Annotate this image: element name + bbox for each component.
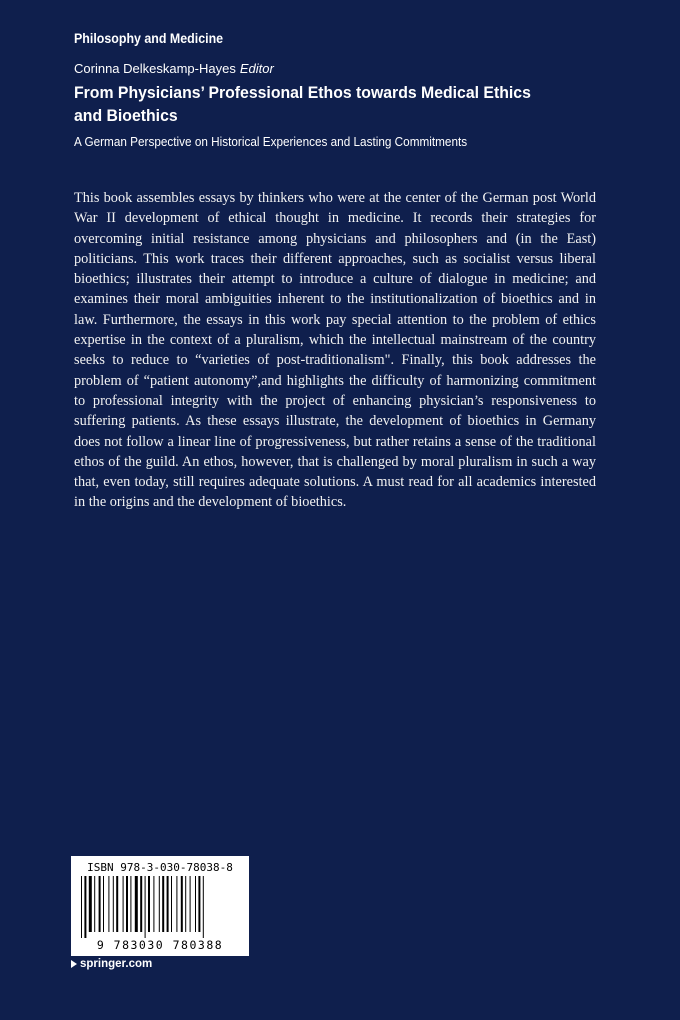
barcode-bar	[89, 876, 92, 932]
barcode-bar	[84, 876, 86, 938]
barcode-bar	[176, 876, 177, 932]
barcode-bar	[167, 876, 169, 932]
editor-name: Corinna Delkeskamp-Hayes	[74, 61, 236, 76]
publisher-link-label[interactable]: springer.com	[80, 958, 153, 970]
barcode-bar	[108, 876, 109, 932]
book-subtitle: A German Perspective on Historical Experiences and Lasting Commitments	[74, 135, 468, 149]
barcode-bar	[116, 876, 118, 932]
barcode-bar	[126, 876, 128, 932]
barcode-bar	[171, 876, 172, 932]
barcode-bar	[140, 876, 142, 932]
barcode-bar	[81, 876, 82, 938]
barcode-bar	[190, 876, 191, 932]
barcode-bar	[162, 876, 164, 932]
barcode-bar	[148, 876, 150, 932]
barcode-bar	[159, 876, 160, 932]
barcode-bar	[203, 876, 204, 938]
barcode-bar	[153, 876, 154, 932]
isbn-label: ISBN 978-3-030-78038-8	[87, 861, 233, 874]
barcode-digits: 9 783030 780388	[96, 938, 224, 952]
book-description: This book assembles essays by thinkers who were at the center of the German post World War II development of ethical thought in medicine. It records their strategies for overcoming initial resistance among physicians and philosophers and (in the East) politicians. This work traces their different approaches, such as socialist versus liberal bioethics; illustrates their attempt to introduce a culture of dialogue in medicine; and examines their moral ambiguities inherent to the institutionalization of bioethics and in law. Furthermore, the essays in this work pay special attention to the problem of ethics expertise in the context of a pluralism, which the intellectual mainstream of the country seeks to reduce to “varieties of post-traditionalism". Finally, this book addresses the problem of “patient autonomy”,and highlights the difficulty of harmonizing commitment to professional integrity with the project of enhancing physician’s responsiveness to suffering patients. As these essays illustrate, the development of bioethics in Germany does not follow a linear line of progressiveness, but rather retains a sense of the traditional ethos of the guild. An ethos, however, that is challenged by moral pluralism in such a way that, even today, still requires adequate solutions. A must read for all academics interested in the origins and the development of bioethics.	[74, 190, 596, 511]
barcode-bar	[195, 876, 196, 932]
barcode-bar	[198, 876, 200, 932]
publisher-link[interactable]	[71, 958, 152, 970]
barcode-bar	[185, 876, 186, 932]
barcode-bar	[103, 876, 104, 932]
series-title: Philosophy and Medicine	[74, 31, 224, 46]
book-title: From Physicians’ Professional Ethos towards Medical Ethics and Bioethics	[74, 83, 531, 125]
arrow-right-icon	[71, 960, 77, 968]
isbn-barcode	[71, 856, 249, 956]
barcode-bar	[99, 876, 101, 932]
barcode-bar	[145, 876, 146, 938]
barcode-icon	[77, 876, 243, 938]
barcode-bar	[181, 876, 183, 932]
barcode-bar	[123, 876, 124, 932]
barcode-bar	[130, 876, 131, 932]
editor-line	[74, 61, 274, 76]
editor-role: Editor	[239, 61, 274, 76]
barcode-bar	[135, 876, 138, 932]
barcode-bar	[94, 876, 95, 932]
barcode-bar	[113, 876, 114, 932]
